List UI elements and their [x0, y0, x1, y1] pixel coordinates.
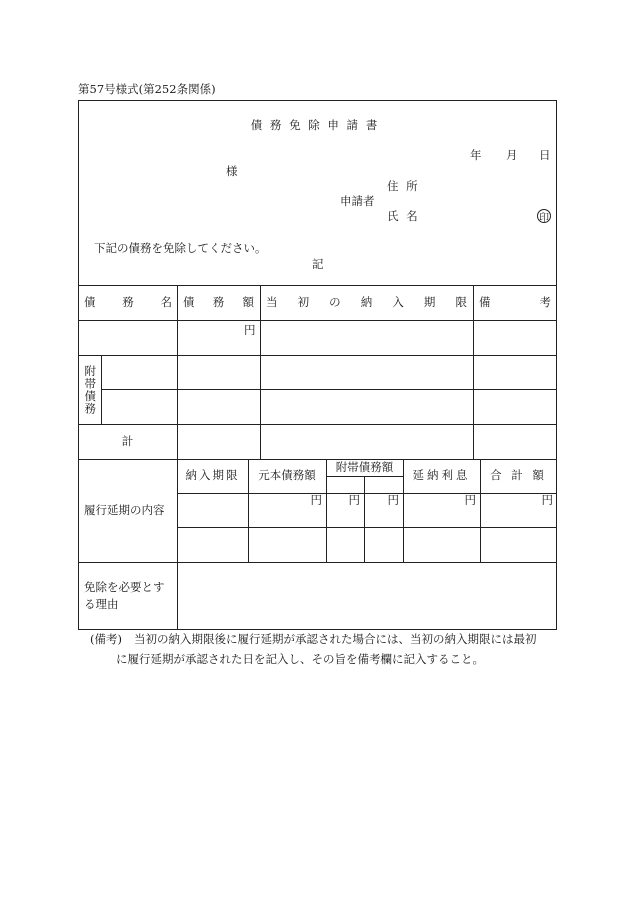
yen-attached-2: 円 — [387, 493, 399, 508]
date-day: 日 — [539, 148, 551, 162]
header-sum: 合 計 額 — [490, 468, 547, 483]
yen-interest: 円 — [464, 493, 476, 508]
reason-label: 免除を必要とする理由 — [84, 579, 165, 611]
form-title: 債 務 免 除 申 請 書 — [250, 118, 380, 132]
seal-icon: 印 — [537, 209, 551, 223]
date-year: 年 — [470, 148, 482, 162]
header-attached-amount: 附帯債務額 — [335, 459, 394, 474]
addressee-suffix: 様 — [226, 164, 238, 178]
header-payment-deadline: 納入期限 — [185, 468, 240, 483]
note-line-1: 当初の納入期限後に履行延期が承認された場合には、当初の納入期限には最初 — [134, 632, 537, 646]
header-principal: 元本債務額 — [258, 468, 316, 483]
ki-label: 記 — [312, 257, 324, 271]
note-label: (備考) — [90, 632, 122, 646]
deferral-row-label: 履行延期の内容 — [84, 502, 165, 517]
request-text: 下記の債務を免除してください。 — [94, 241, 267, 255]
yen-unit: 円 — [244, 323, 256, 337]
name-label: 氏 名 — [387, 209, 420, 223]
attached-debt-label: 附帯債務 — [83, 364, 98, 415]
note-line-2: に履行延期が承認された日を記入し、その旨を備考欄に記入すること。 — [116, 652, 484, 666]
date-month: 月 — [506, 148, 518, 162]
form-number: 第57号様式(第252条関係) — [78, 82, 216, 96]
applicant-label: 申請者 — [340, 194, 375, 208]
yen-sum: 円 — [541, 493, 553, 508]
header-debt-amount: 債 務 額 — [183, 294, 254, 309]
yen-attached-1: 円 — [348, 493, 360, 508]
total-label: 計 — [121, 433, 134, 448]
header-deferred-interest: 延納利息 — [412, 468, 471, 483]
header-original-deadline: 当 初 の 納 入 期 限 — [266, 294, 467, 309]
header-remarks: 備 考 — [479, 294, 551, 309]
yen-principal: 円 — [310, 493, 322, 508]
header-debt-name: 債 務 名 — [84, 294, 172, 309]
address-label: 住 所 — [387, 179, 420, 193]
